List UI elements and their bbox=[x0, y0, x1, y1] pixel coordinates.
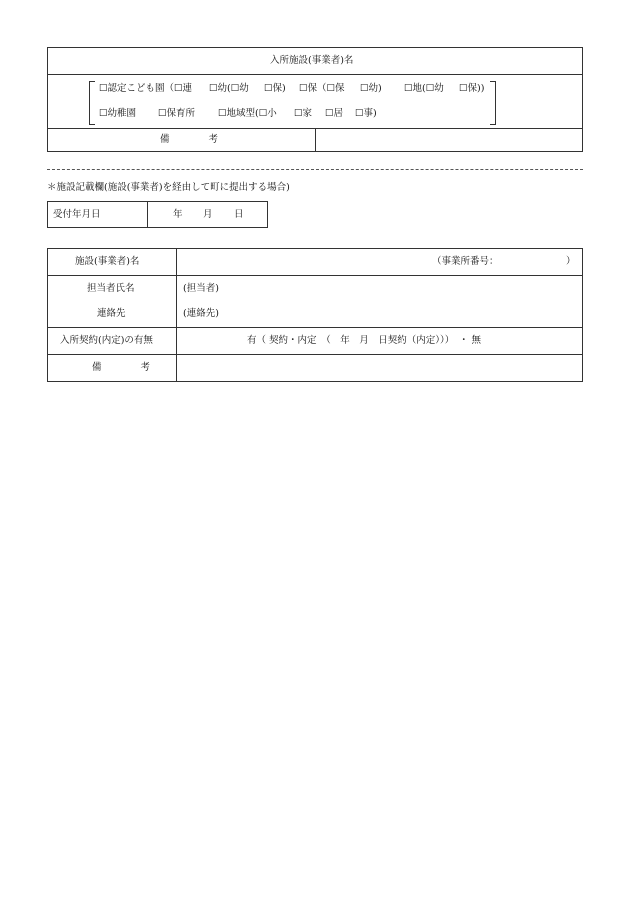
divider bbox=[47, 354, 583, 355]
checkbox-local-nursery[interactable]: ☐保)) bbox=[459, 83, 485, 94]
checkbox-kindergarten-sub[interactable]: ☐幼) bbox=[360, 83, 382, 94]
divider bbox=[315, 128, 316, 152]
checkbox-kindergarten[interactable]: ☐幼稚園 bbox=[99, 108, 137, 119]
divider bbox=[47, 327, 583, 328]
checkbox-home-based[interactable]: ☐家 bbox=[294, 108, 313, 119]
divider bbox=[47, 74, 583, 75]
checkbox-certified-kodomoen[interactable]: ☐認定こども園（☐連 bbox=[99, 83, 193, 94]
divider bbox=[176, 248, 177, 382]
facility-remarks-field[interactable] bbox=[183, 362, 577, 376]
person-in-charge-field[interactable]: (担当者) bbox=[183, 283, 219, 294]
checkbox-visiting[interactable]: ☐居 bbox=[325, 108, 344, 119]
contract-status-field[interactable]: 有（ 契約・内定 （ 年 月 日契約（内定））） ・ 無 bbox=[247, 335, 482, 346]
checkbox-nursery-school[interactable]: ☐保育所 bbox=[158, 108, 196, 119]
receipt-date-label: 受付年月日 bbox=[53, 209, 101, 220]
facility-name-label: 施設(事業者)名 bbox=[75, 256, 140, 267]
checkbox-community-type[interactable]: ☐地域型(☐小 bbox=[218, 108, 277, 119]
checkbox-workplace[interactable]: ☐事) bbox=[355, 108, 377, 119]
receipt-month[interactable]: 月 bbox=[203, 209, 213, 220]
divider bbox=[47, 275, 583, 276]
person-in-charge-label: 担当者氏名 bbox=[87, 283, 135, 294]
contract-status-label: 入所契約(内定)の有無 bbox=[60, 335, 153, 346]
facility-name-header: 入所施設(事業者)名 bbox=[270, 55, 354, 66]
office-number-label: （事業所番号： bbox=[432, 256, 499, 267]
cut-line bbox=[47, 169, 583, 170]
facility-remarks-label: 備 考 bbox=[92, 362, 169, 373]
checkbox-nursery-sub[interactable]: ☐保) bbox=[264, 83, 286, 94]
divider bbox=[147, 201, 148, 228]
receipt-year[interactable]: 年 bbox=[173, 209, 183, 220]
remarks-field[interactable] bbox=[320, 134, 578, 148]
checkbox-kindergarten-type[interactable]: ☐幼(☐幼 bbox=[209, 83, 249, 94]
contact-label: 連絡先 bbox=[97, 308, 126, 319]
checkbox-local-type[interactable]: ☐地(☐幼 bbox=[404, 83, 444, 94]
receipt-day[interactable]: 日 bbox=[234, 209, 244, 220]
bracket-right bbox=[490, 81, 496, 125]
contact-field[interactable]: (連絡先) bbox=[183, 308, 219, 319]
checkbox-nursery-type[interactable]: ☐保（☐保 bbox=[299, 83, 345, 94]
office-number-close: ） bbox=[566, 256, 576, 267]
facility-section-note: ＊施設記載欄(施設(事業者)を経由して町に提出する場合) bbox=[47, 182, 290, 193]
remarks-label: 備 考 bbox=[160, 134, 237, 145]
bracket-left bbox=[89, 81, 95, 125]
